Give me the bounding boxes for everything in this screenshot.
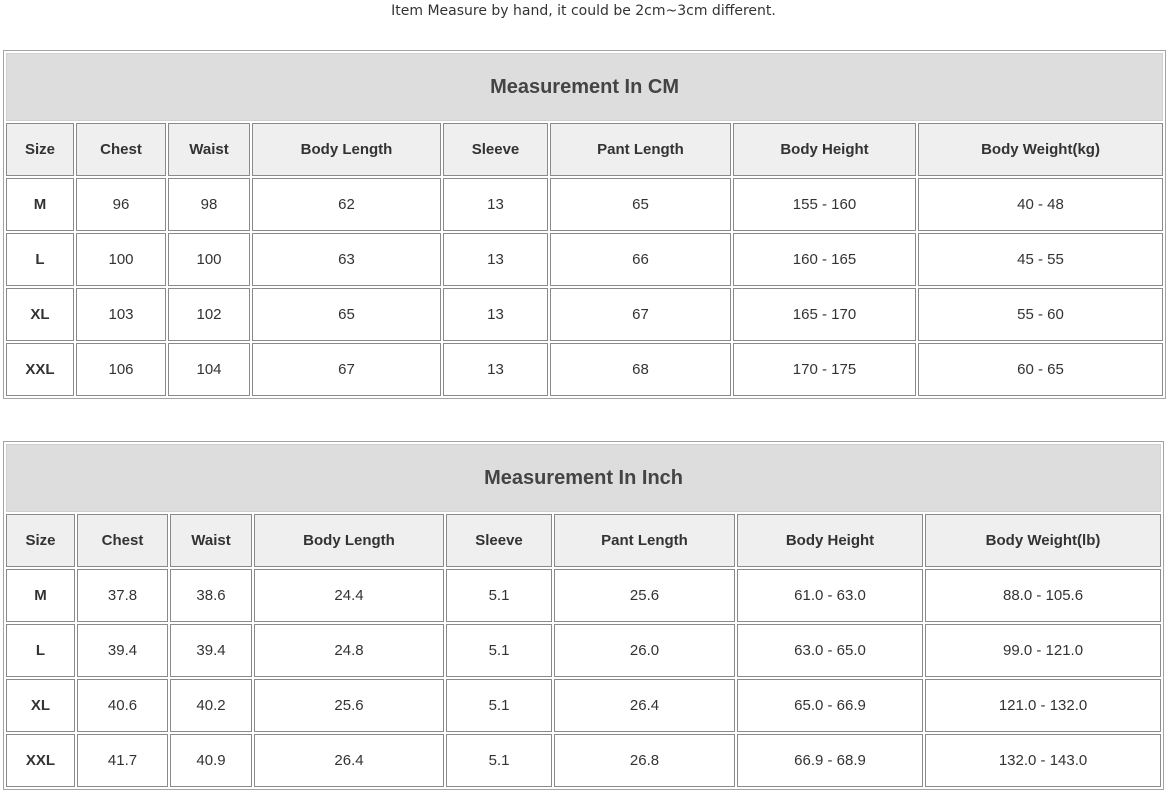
pant-length-cell: 25.6 [554, 569, 735, 622]
body-height-cell: 155 - 160 [733, 178, 916, 231]
size-cell: XL [6, 288, 74, 341]
waist-cell: 102 [168, 288, 250, 341]
sleeve-cell: 13 [443, 178, 548, 231]
pant-length-cell: 26.0 [554, 624, 735, 677]
column-header-sleeve: Sleeve [443, 123, 548, 176]
body-length-cell: 65 [252, 288, 441, 341]
measurement-note: Item Measure by hand, it could be 2cm~3cm different. [391, 3, 776, 19]
table-row [6, 734, 1161, 787]
waist-cell: 104 [168, 343, 250, 396]
body-height-cell: 65.0 - 66.9 [737, 679, 923, 732]
chest-cell: 37.8 [77, 569, 168, 622]
sleeve-cell: 5.1 [446, 569, 552, 622]
chest-cell: 96 [76, 178, 166, 231]
chest-cell: 39.4 [77, 624, 168, 677]
body-weight-cell: 60 - 65 [918, 343, 1163, 396]
body-height-cell: 170 - 175 [733, 343, 916, 396]
chest-cell: 100 [76, 233, 166, 286]
body-weight-cell: 45 - 55 [918, 233, 1163, 286]
pant-length-cell: 67 [550, 288, 731, 341]
table-row [6, 178, 1163, 231]
body-length-cell: 24.8 [254, 624, 444, 677]
column-header-waist: Waist [168, 123, 250, 176]
body-height-cell: 61.0 - 63.0 [737, 569, 923, 622]
body-length-cell: 25.6 [254, 679, 444, 732]
header-row [6, 123, 1163, 176]
size-cell: M [6, 569, 75, 622]
column-header-body-length: Body Length [254, 514, 444, 567]
chest-cell: 40.6 [77, 679, 168, 732]
sleeve-cell: 13 [443, 343, 548, 396]
table-row [6, 233, 1163, 286]
waist-cell: 40.2 [170, 679, 252, 732]
body-length-cell: 26.4 [254, 734, 444, 787]
sleeve-cell: 13 [443, 233, 548, 286]
table-row [6, 624, 1161, 677]
column-header-chest: Chest [77, 514, 168, 567]
chest-cell: 103 [76, 288, 166, 341]
sleeve-cell: 5.1 [446, 679, 552, 732]
body-weight-cell: 132.0 - 143.0 [925, 734, 1161, 787]
body-weight-cell: 121.0 - 132.0 [925, 679, 1161, 732]
size-cell: XXL [6, 734, 75, 787]
body-length-cell: 24.4 [254, 569, 444, 622]
size-cell: L [6, 233, 74, 286]
column-header-pant-length: Pant Length [550, 123, 731, 176]
table-row [6, 679, 1161, 732]
column-header-pant-length: Pant Length [554, 514, 735, 567]
size-cell: M [6, 178, 74, 231]
waist-cell: 98 [168, 178, 250, 231]
header-row [6, 514, 1161, 567]
column-header-size: Size [6, 514, 75, 567]
chest-cell: 106 [76, 343, 166, 396]
waist-cell: 39.4 [170, 624, 252, 677]
column-header-body-height: Body Height [733, 123, 916, 176]
body-weight-cell: 99.0 - 121.0 [925, 624, 1161, 677]
column-header-waist: Waist [170, 514, 252, 567]
column-header-body-height: Body Height [737, 514, 923, 567]
table-row [6, 569, 1161, 622]
body-height-cell: 160 - 165 [733, 233, 916, 286]
sleeve-cell: 5.1 [446, 734, 552, 787]
column-header-body-length: Body Length [252, 123, 441, 176]
waist-cell: 100 [168, 233, 250, 286]
chest-cell: 41.7 [77, 734, 168, 787]
size-table-cm [3, 50, 1166, 399]
pant-length-cell: 68 [550, 343, 731, 396]
column-header-body-weight: Body Weight(kg) [918, 123, 1163, 176]
size-cell: XXL [6, 343, 74, 396]
body-weight-cell: 88.0 - 105.6 [925, 569, 1161, 622]
body-height-cell: 63.0 - 65.0 [737, 624, 923, 677]
column-header-body-weight: Body Weight(lb) [925, 514, 1161, 567]
table-title: Measurement In CM [6, 53, 1163, 121]
size-cell: L [6, 624, 75, 677]
waist-cell: 40.9 [170, 734, 252, 787]
body-length-cell: 62 [252, 178, 441, 231]
pant-length-cell: 65 [550, 178, 731, 231]
body-height-cell: 165 - 170 [733, 288, 916, 341]
column-header-chest: Chest [76, 123, 166, 176]
size-table-inch [3, 441, 1164, 790]
body-weight-cell: 55 - 60 [918, 288, 1163, 341]
table-row [6, 343, 1163, 396]
pant-length-cell: 26.4 [554, 679, 735, 732]
size-cell: XL [6, 679, 75, 732]
table-row [6, 288, 1163, 341]
body-weight-cell: 40 - 48 [918, 178, 1163, 231]
body-length-cell: 63 [252, 233, 441, 286]
pant-length-cell: 26.8 [554, 734, 735, 787]
column-header-sleeve: Sleeve [446, 514, 552, 567]
sleeve-cell: 5.1 [446, 624, 552, 677]
table-title: Measurement In Inch [6, 444, 1161, 512]
column-header-size: Size [6, 123, 74, 176]
body-height-cell: 66.9 - 68.9 [737, 734, 923, 787]
body-length-cell: 67 [252, 343, 441, 396]
pant-length-cell: 66 [550, 233, 731, 286]
waist-cell: 38.6 [170, 569, 252, 622]
sleeve-cell: 13 [443, 288, 548, 341]
